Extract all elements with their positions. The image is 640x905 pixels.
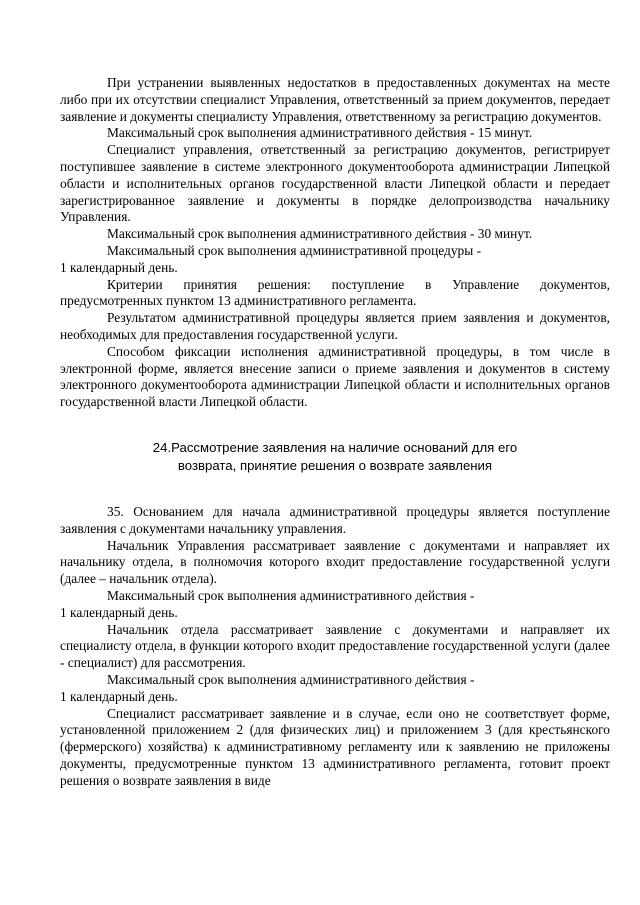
paragraph: Специалист управления, ответственный за регистрацию документов, регистрирует поступившее заявление в системе электронного документооборота администрации Липецкой области и исполнительных органов государственной власти Липецкой области и передает зарегистрированное заявление и документы в порядке делопроизводства начальнику Управления. — [60, 142, 610, 225]
paragraph: Специалист рассматривает заявление и в случае, если оно не соответствует форме, установленной приложением 2 (для физических лиц) и приложением 3 (для крестьянского (фермерского) хозяйства) к административному регламенту или к заявлению не приложены документы, предусмотренные пунктом 13 административного регламента, готовит проект решения о возврате заявления в виде — [60, 705, 610, 788]
paragraph: Максимальный срок выполнения административной процедуры - 1 календарный день. — [60, 242, 482, 275]
paragraph: Начальник отдела рассматривает заявление с документами и направляет их специалисту отдела, в функции которого входит предоставление государственной услуги (далее - специалист) для рассмотрения. — [60, 621, 610, 671]
document-page — [60, 75, 610, 789]
section-1 — [60, 75, 610, 411]
heading-line-2: возврата, принятие решения о возврате заявления — [177, 457, 493, 473]
section-heading — [60, 439, 610, 475]
paragraph: Критерии принятия решения: поступление в Управление документов, предусмотренных пунктом 13 административного регламента. — [60, 276, 610, 309]
paragraph: Результатом административной процедуры является прием заявления и документов, необходимых для предоставления государственной услуги. — [60, 310, 610, 342]
paragraph: 35. Основанием для начала административной процедуры является поступление заявления с документами начальнику управления. — [60, 503, 610, 536]
paragraph: Максимальный срок выполнения административного действия - 1 календарный день. — [60, 671, 475, 704]
paragraph: Максимальный срок выполнения административного действия - 1 календарный день. — [60, 587, 475, 620]
paragraph: Начальник Управления рассматривает заявление с документами и направляет их начальнику отдела, в полномочия которого входит предоставление государственной услуги (далее – начальник отдела). — [60, 537, 610, 587]
paragraph: Максимальный срок выполнения административного действия - 15 минут. — [107, 125, 533, 141]
paragraph: Способом фиксации исполнения административной процедуры, в том числе в электронной форме, является внесение записи о приеме заявления и документов в систему электронного документооборота администрации Липецкой области и исполнительных органов государственной власти Липецкой области. — [60, 343, 610, 410]
paragraph: Максимальный срок выполнения административного действия - 30 минут. — [107, 226, 533, 242]
section-2 — [60, 504, 610, 790]
paragraph: При устранении выявленных недостатков в предоставленных документах на месте либо при их отсутствии специалист Управления, ответственный за прием документов, передает заявление и документы специалисту Управления, ответственному за регистрацию документов. — [60, 75, 610, 124]
heading-line-1: 24.Рассмотрение заявления на наличие оснований для его — [152, 439, 518, 455]
